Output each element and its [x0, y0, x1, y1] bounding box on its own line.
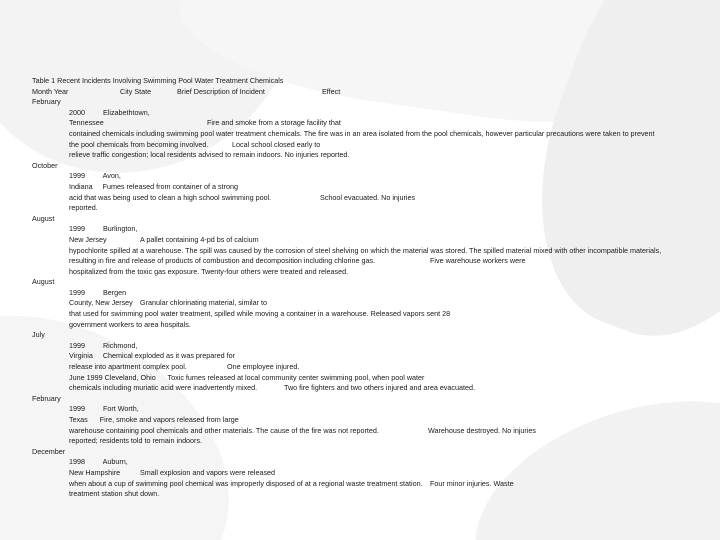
- header-effect: Effect: [322, 86, 341, 96]
- incident-description-row: [32, 362, 702, 373]
- incident-month: December: [32, 446, 66, 456]
- incident-effect-line: treatment station shut down.: [69, 489, 160, 499]
- incident-description-line: government workers to area hospitals.: [69, 319, 191, 329]
- incident-description-row: [32, 383, 702, 394]
- incident-block: [32, 394, 702, 447]
- incident-block: [32, 330, 702, 394]
- incident-state: New Hampshire: [69, 467, 121, 477]
- incident-state: Tennessee: [69, 118, 104, 128]
- incident-description-line: contained chemicals including swimming pool water treatment chemicals. The fire was in an area isolated from the pool chemicals, however particular precautions were taken to prevent: [69, 128, 655, 138]
- incident-description: A pallet containing 4-pd bs of calcium: [140, 234, 259, 244]
- incident-description: Small explosion and vapors were released: [140, 467, 276, 477]
- table-header-row: [32, 87, 702, 98]
- incident-month: August: [32, 277, 55, 287]
- incident-description-line: acid that was being used to clean a high school swimming pool.: [69, 192, 272, 202]
- incident-extra-line: chemicals including muriatic acid were inadvertently mixed.: [69, 383, 258, 393]
- table-title: Table 1 Recent Incidents Involving Swimming Pool Water Treatment Chemicals: [32, 76, 284, 85]
- incident-state: Virginia Chemical exploded as it was prepared for: [69, 351, 236, 361]
- incident-year-place: 1999 Fort Worth,: [69, 404, 139, 414]
- incident-description-row: [32, 193, 702, 204]
- incident-month: August: [32, 213, 55, 223]
- incident-description-line: when about a cup of swimming pool chemical was improperly disposed of at a regional waste treatment station.: [69, 478, 423, 488]
- incident-block: [32, 214, 702, 278]
- incident-month: February: [32, 393, 61, 403]
- incident-effect-line: relieve traffic congestion; local residents advised to remain indoors. No injuries reported.: [69, 150, 350, 160]
- incident-state: Texas Fire, smoke and vapors released from large: [69, 415, 239, 424]
- incident-block: [32, 161, 702, 214]
- incident-effect: Warehouse destroyed. No injuries: [428, 425, 536, 435]
- incident-description-line: that used for swimming pool water treatment, spilled while moving a container in a warehouse. Released vapors sent 28: [69, 309, 451, 319]
- incident-description-line: the pool chemicals from becoming involved.: [69, 139, 209, 149]
- incident-effect: School evacuated. No injuries: [320, 192, 416, 202]
- incident-block: [32, 277, 702, 330]
- incident-effect-line: reported; residents told to remain indoors.: [69, 436, 203, 446]
- incident-year-place: 1998 Auburn,: [69, 457, 128, 467]
- incident-effect: Two fire fighters and two others injured and area evacuated.: [284, 383, 475, 393]
- incident-year-place: 1999 Avon,: [69, 171, 121, 181]
- incident-table: [32, 76, 702, 500]
- header-city-state: City State: [120, 86, 152, 96]
- incident-description-line: resulting in fire and release of products of combustion and decomposition including chlorine gas.: [69, 256, 376, 266]
- incident-month: February: [32, 97, 61, 107]
- incident-description: Granular chlorinating material, similar to: [140, 298, 268, 308]
- incident-effect: Local school closed early to: [232, 139, 321, 149]
- incident-description-row: [32, 256, 702, 267]
- incident-description-row: [32, 140, 702, 151]
- incident-effect-line: hospitalized from the toxic gas exposure. Twenty-four others were treated and released.: [69, 266, 349, 276]
- incident-effect: Four minor injuries. Waste: [430, 478, 514, 488]
- incident-description-line: warehouse containing pool chemicals and other materials. The cause of the fire was not reported.: [69, 425, 379, 435]
- incident-state: County, New Jersey: [69, 298, 133, 308]
- incident-state: New Jersey: [69, 234, 107, 244]
- incident-state: Indiana Fumes released from container of a strong: [69, 181, 238, 191]
- incident-block: [32, 447, 702, 500]
- incident-description: Fire and smoke from a storage facility that: [207, 118, 341, 128]
- incident-description-row: [32, 479, 702, 490]
- incident-year-place: 2000 Elizabethtown,: [69, 107, 150, 117]
- incident-block: [32, 97, 702, 161]
- incident-effect-line: reported.: [69, 203, 98, 213]
- incident-effect: One employee injured.: [227, 362, 300, 372]
- incident-state-row: [32, 118, 702, 129]
- header-description: Brief Description of Incident: [177, 86, 265, 96]
- incident-state-row: [32, 298, 702, 309]
- incident-state-row: [32, 235, 702, 246]
- incident-description-line: release into apartment complex pool.: [69, 362, 187, 372]
- incident-description-row: [32, 426, 702, 437]
- incident-extra-line: June 1999 Cleveland, Ohio Toxic fumes released at local community center swimming pool, when pool water: [69, 372, 425, 382]
- incident-month: July: [32, 330, 45, 340]
- incident-month: October: [32, 160, 58, 170]
- incident-year-place: 1999 Richmond,: [69, 340, 138, 350]
- header-month-year: Month Year: [32, 86, 69, 96]
- incident-year-place: 1999 Bergen: [69, 287, 127, 297]
- incident-state-row: [32, 468, 702, 479]
- incident-effect: Five warehouse workers were: [430, 256, 526, 266]
- incident-year-place: 1999 Burlington,: [69, 224, 138, 234]
- incident-description-line: hypochlorite spilled at a warehouse. The spill was caused by the corrosion of steel shelving on which the material was stored. The spilled material mixed with other incompatible materials,: [69, 245, 662, 255]
